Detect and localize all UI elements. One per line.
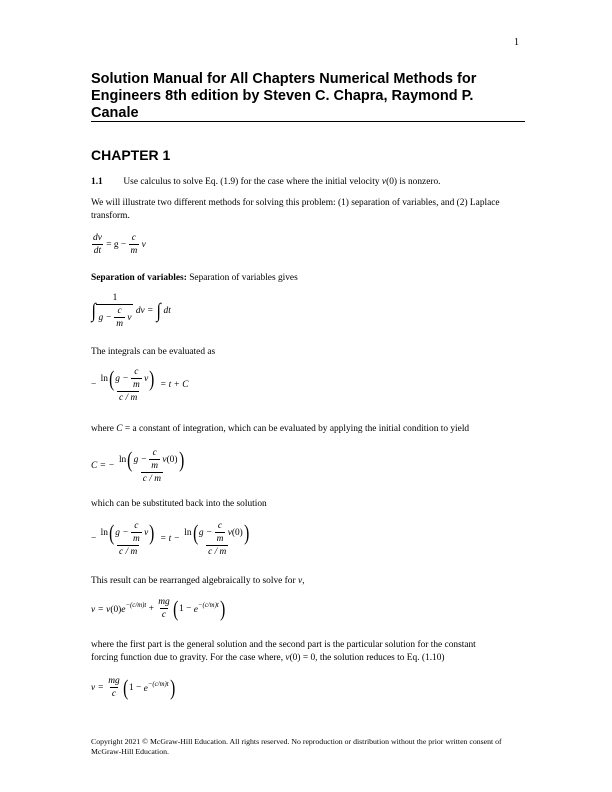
rearranged-post: , — [302, 576, 305, 586]
constant-paragraph — [91, 423, 525, 436]
rearranged-var: v — [297, 576, 303, 586]
equation-solution: $v = v(0)e^{-(c/m)t}$ + $\frac{mg}{c}$ ( 1 − $e^{-(c/m)t}$ ) — [91, 595, 225, 621]
general-line-2 — [91, 652, 531, 665]
rearranged-paragraph — [91, 575, 525, 588]
equation-integral: ∫ 1 g − $\frac{c}{m}$ v dv = ∫ dt — [91, 293, 171, 329]
equation-ode: $\frac{dv}{dt}$ = g − $\frac{c}{m}$ v — [93, 233, 146, 256]
copyright-footer: Copyright 2021 © McGraw-Hill Education. All rights reserved. No reproduction or distribution without the prior written consent of McGraw-Hill Education. — [91, 737, 502, 756]
constant-post: = a constant of integration, which can be evaluated by applying the initial condition to yield — [122, 424, 470, 434]
page-number: 1 — [514, 37, 519, 48]
problem-statement — [91, 176, 525, 189]
equation-constant: C = − ln ( g − $\frac{c}{m}$ v (0) ) c / m — [91, 446, 184, 484]
rearranged-pre: This result can be rearranged algebraically to solve for — [91, 576, 298, 586]
equation-evaluated: − ln ( g − $\frac{c}{m}$ v ) c / m = t + C — [91, 365, 189, 403]
title-divider — [91, 121, 525, 122]
general-paragraph — [91, 639, 531, 664]
equation-substituted: − ln ( g − $\frac{c}{m}$ v ) c / m = t − ln ( g − $\frac{c}{m}$ v (0) ) c / m — [91, 519, 250, 557]
separation-heading: Separation of variables: — [91, 273, 187, 283]
general-pre: forcing function due to gravity. For the case where, — [91, 652, 286, 663]
chapter-heading: CHAPTER 1 — [91, 147, 171, 163]
equation-reduced: v = $\frac{mg}{c}$ ( 1 − $e^{-(c/m)t}$ ) — [91, 674, 175, 700]
separation-paragraph — [91, 272, 525, 285]
constant-var: C — [116, 424, 123, 434]
methods-paragraph: We will illustrate two different methods for solving this problem: (1) separation of variables, and (2) Laplace transform. — [91, 198, 500, 221]
general-var: v — [285, 652, 290, 663]
substituted-paragraph: which can be substituted back into the solution — [91, 499, 267, 509]
constant-pre: where — [91, 424, 117, 434]
problem-number: 1.1 — [91, 177, 103, 187]
document-title: Solution Manual for All Chapters Numerical Methods for Engineers 8th edition by Steven C. Chapra, Raymond P. Canale — [91, 71, 477, 121]
problem-text-post: (0) is nonzero. — [386, 177, 441, 187]
problem-text-var: v — [381, 177, 387, 187]
general-line-1: where the first part is the general solution and the second part is the particular solution for the constant — [91, 640, 476, 650]
problem-text-pre: Use calculus to solve Eq. (1.9) for the case where the initial velocity — [123, 177, 382, 187]
integrals-paragraph: The integrals can be evaluated as — [91, 347, 216, 357]
general-post: (0) = 0, the solution reduces to Eq. (1.10) — [289, 652, 445, 663]
separation-text: Separation of variables gives — [186, 273, 298, 283]
